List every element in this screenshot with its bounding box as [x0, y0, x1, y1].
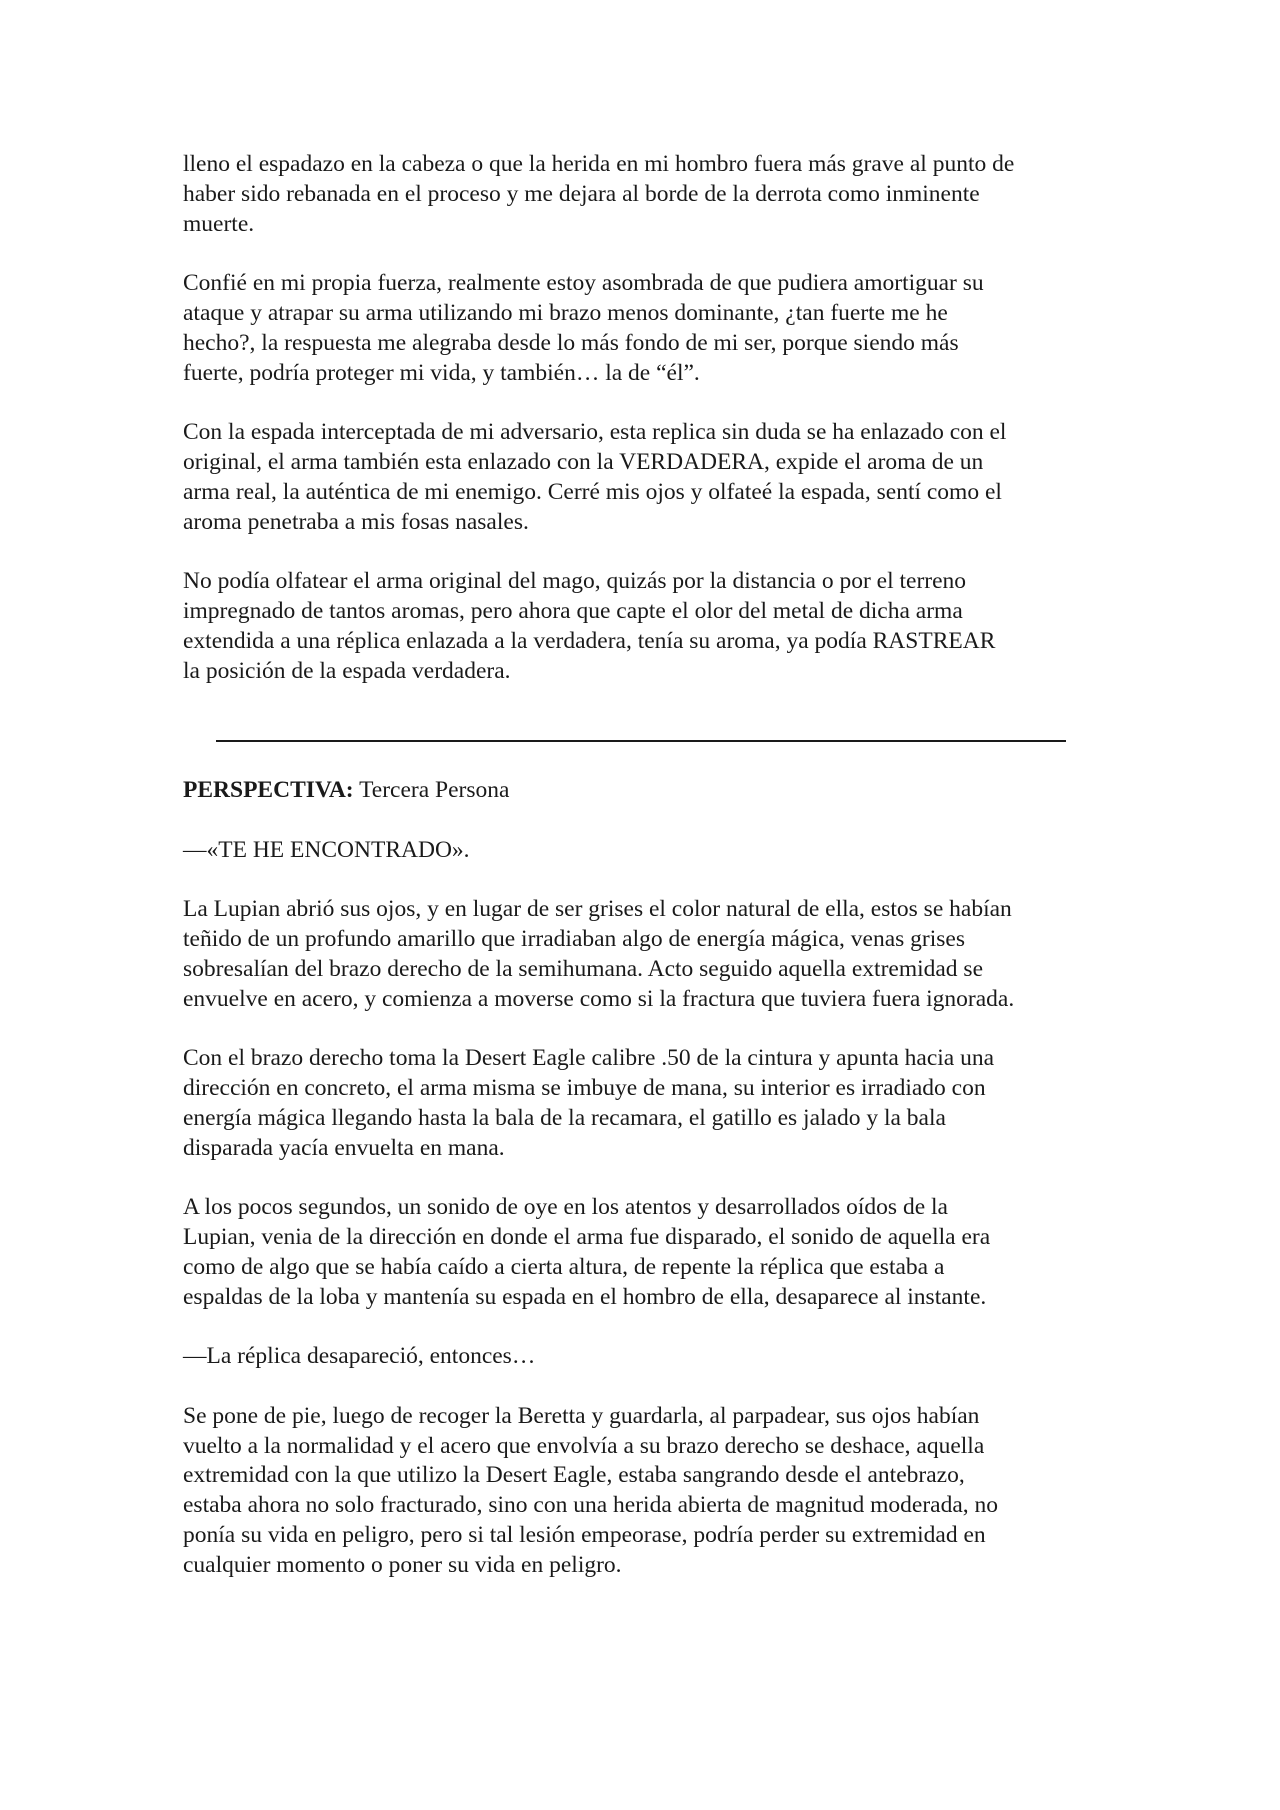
text-line: Se pone de pie, luego de recoger la Beretta y guardarla, al parpadear, sus ojos habían [183, 1402, 980, 1429]
text-line: energía mágica llegando hasta la bala de la recamara, el gatillo es jalado y la bala [183, 1104, 946, 1131]
paragraph [183, 567, 1103, 686]
paragraph [183, 418, 1103, 537]
paragraph [183, 895, 1103, 1014]
text-line [183, 776, 1103, 806]
text-line: la posición de la espada verdadera. [183, 657, 511, 684]
text-line: arma real, la auténtica de mi enemigo. Cerré mis ojos y olfateé la espada, sentí como el [183, 478, 1002, 505]
text-line: aroma penetraba a mis fosas nasales. [183, 508, 529, 535]
text-line: Con la espada interceptada de mi adversario, esta replica sin duda se ha enlazado con el [183, 419, 1007, 446]
text-line: impregnado de tantos aromas, pero ahora que capte el olor del metal de dicha arma [183, 597, 963, 624]
dialogue-line [183, 836, 1103, 866]
section-divider [216, 740, 1066, 742]
text-line: estaba ahora no solo fracturado, sino con una herida abierta de magnitud moderada, no [183, 1492, 999, 1519]
text-line: sobresalían del brazo derecho de la semihumana. Acto seguido aquella extremidad se [183, 955, 984, 982]
upper-text-block [183, 150, 1103, 716]
text-line: Confié en mi propia fuerza, realmente estoy asombrada de que pudiera amortiguar su [183, 270, 984, 297]
text-line: cualquier momento o poner su vida en peligro. [183, 1551, 622, 1578]
paragraph [183, 150, 1103, 239]
dialogue-line [183, 1342, 1103, 1372]
text-line: Con el brazo derecho toma la Desert Eagle calibre .50 de la cintura y apunta hacia una [183, 1045, 995, 1072]
text-line: teñido de un profundo amarillo que irradiaban algo de energía mágica, venas grises [183, 925, 965, 952]
perspective-heading [183, 776, 1103, 806]
text-line: extendida a una réplica enlazada a la verdadera, tenía su aroma, ya podía RASTREAR [183, 627, 996, 654]
paragraph [183, 1193, 1103, 1312]
text-line: espaldas de la loba y mantenía su espada en el hombro de ella, desaparece al instante. [183, 1283, 987, 1310]
paragraph [183, 269, 1103, 388]
text-line: —La réplica desapareció, entonces… [183, 1343, 536, 1370]
text-line: muerte. [183, 210, 255, 237]
text-line: haber sido rebanada en el proceso y me dejara al borde de la derrota como inminente [183, 180, 980, 207]
text-line: vuelto a la normalidad y el acero que envolvía a su brazo derecho se deshace, aquella [183, 1432, 985, 1459]
text-line: No podía olfatear el arma original del mago, quizás por la distancia o por el terreno [183, 568, 967, 595]
text-line: A los pocos segundos, un sonido de oye en los atentos y desarrollados oídos de la [183, 1194, 948, 1221]
text-line: envuelve en acero, y comienza a moverse como si la fractura que tuviera fuera ignorada. [183, 985, 1015, 1012]
text-line: extremidad con la que utilizo la Desert Eagle, estaba sangrando desde el antebrazo, [183, 1462, 965, 1489]
text-line: fuerte, podría proteger mi vida, y también… la de “él”. [183, 359, 700, 386]
text-line: dirección en concreto, el arma misma se imbuye de mana, su interior es irradiado con [183, 1074, 986, 1101]
text-line: ponía su vida en peligro, pero si tal lesión empeorase, podría perder su extremidad en [183, 1521, 986, 1548]
text-line: La Lupian abrió sus ojos, y en lugar de ser grises el color natural de ella, estos se habían [183, 896, 1012, 923]
paragraph [183, 1044, 1103, 1163]
lower-text-block [183, 776, 1103, 1610]
text-line: como de algo que se había caído a cierta altura, de repente la réplica que estaba a [183, 1253, 945, 1280]
text-line: disparada yacía envuelta en mana. [183, 1134, 505, 1161]
text-line: hecho?, la respuesta me alegraba desde lo más fondo de mi ser, porque siendo más [183, 329, 959, 356]
text-line: lleno el espadazo en la cabeza o que la herida en mi hombro fuera más grave al punto de [183, 151, 1015, 177]
text-line: original, el arma también esta enlazado con la VERDADERA, expide el aroma de un [183, 448, 984, 475]
paragraph [183, 1402, 1103, 1581]
text-line: ataque y atrapar su arma utilizando mi brazo menos dominante, ¿tan fuerte me he [183, 299, 948, 326]
perspective-label: PERSPECTIVA: [183, 777, 354, 803]
perspective-value: Tercera Persona [353, 777, 510, 803]
text-line: Lupian, venia de la dirección en donde el arma fue disparado, el sonido de aquella era [183, 1223, 991, 1250]
text-line: —«TE HE ENCONTRADO». [183, 836, 470, 863]
